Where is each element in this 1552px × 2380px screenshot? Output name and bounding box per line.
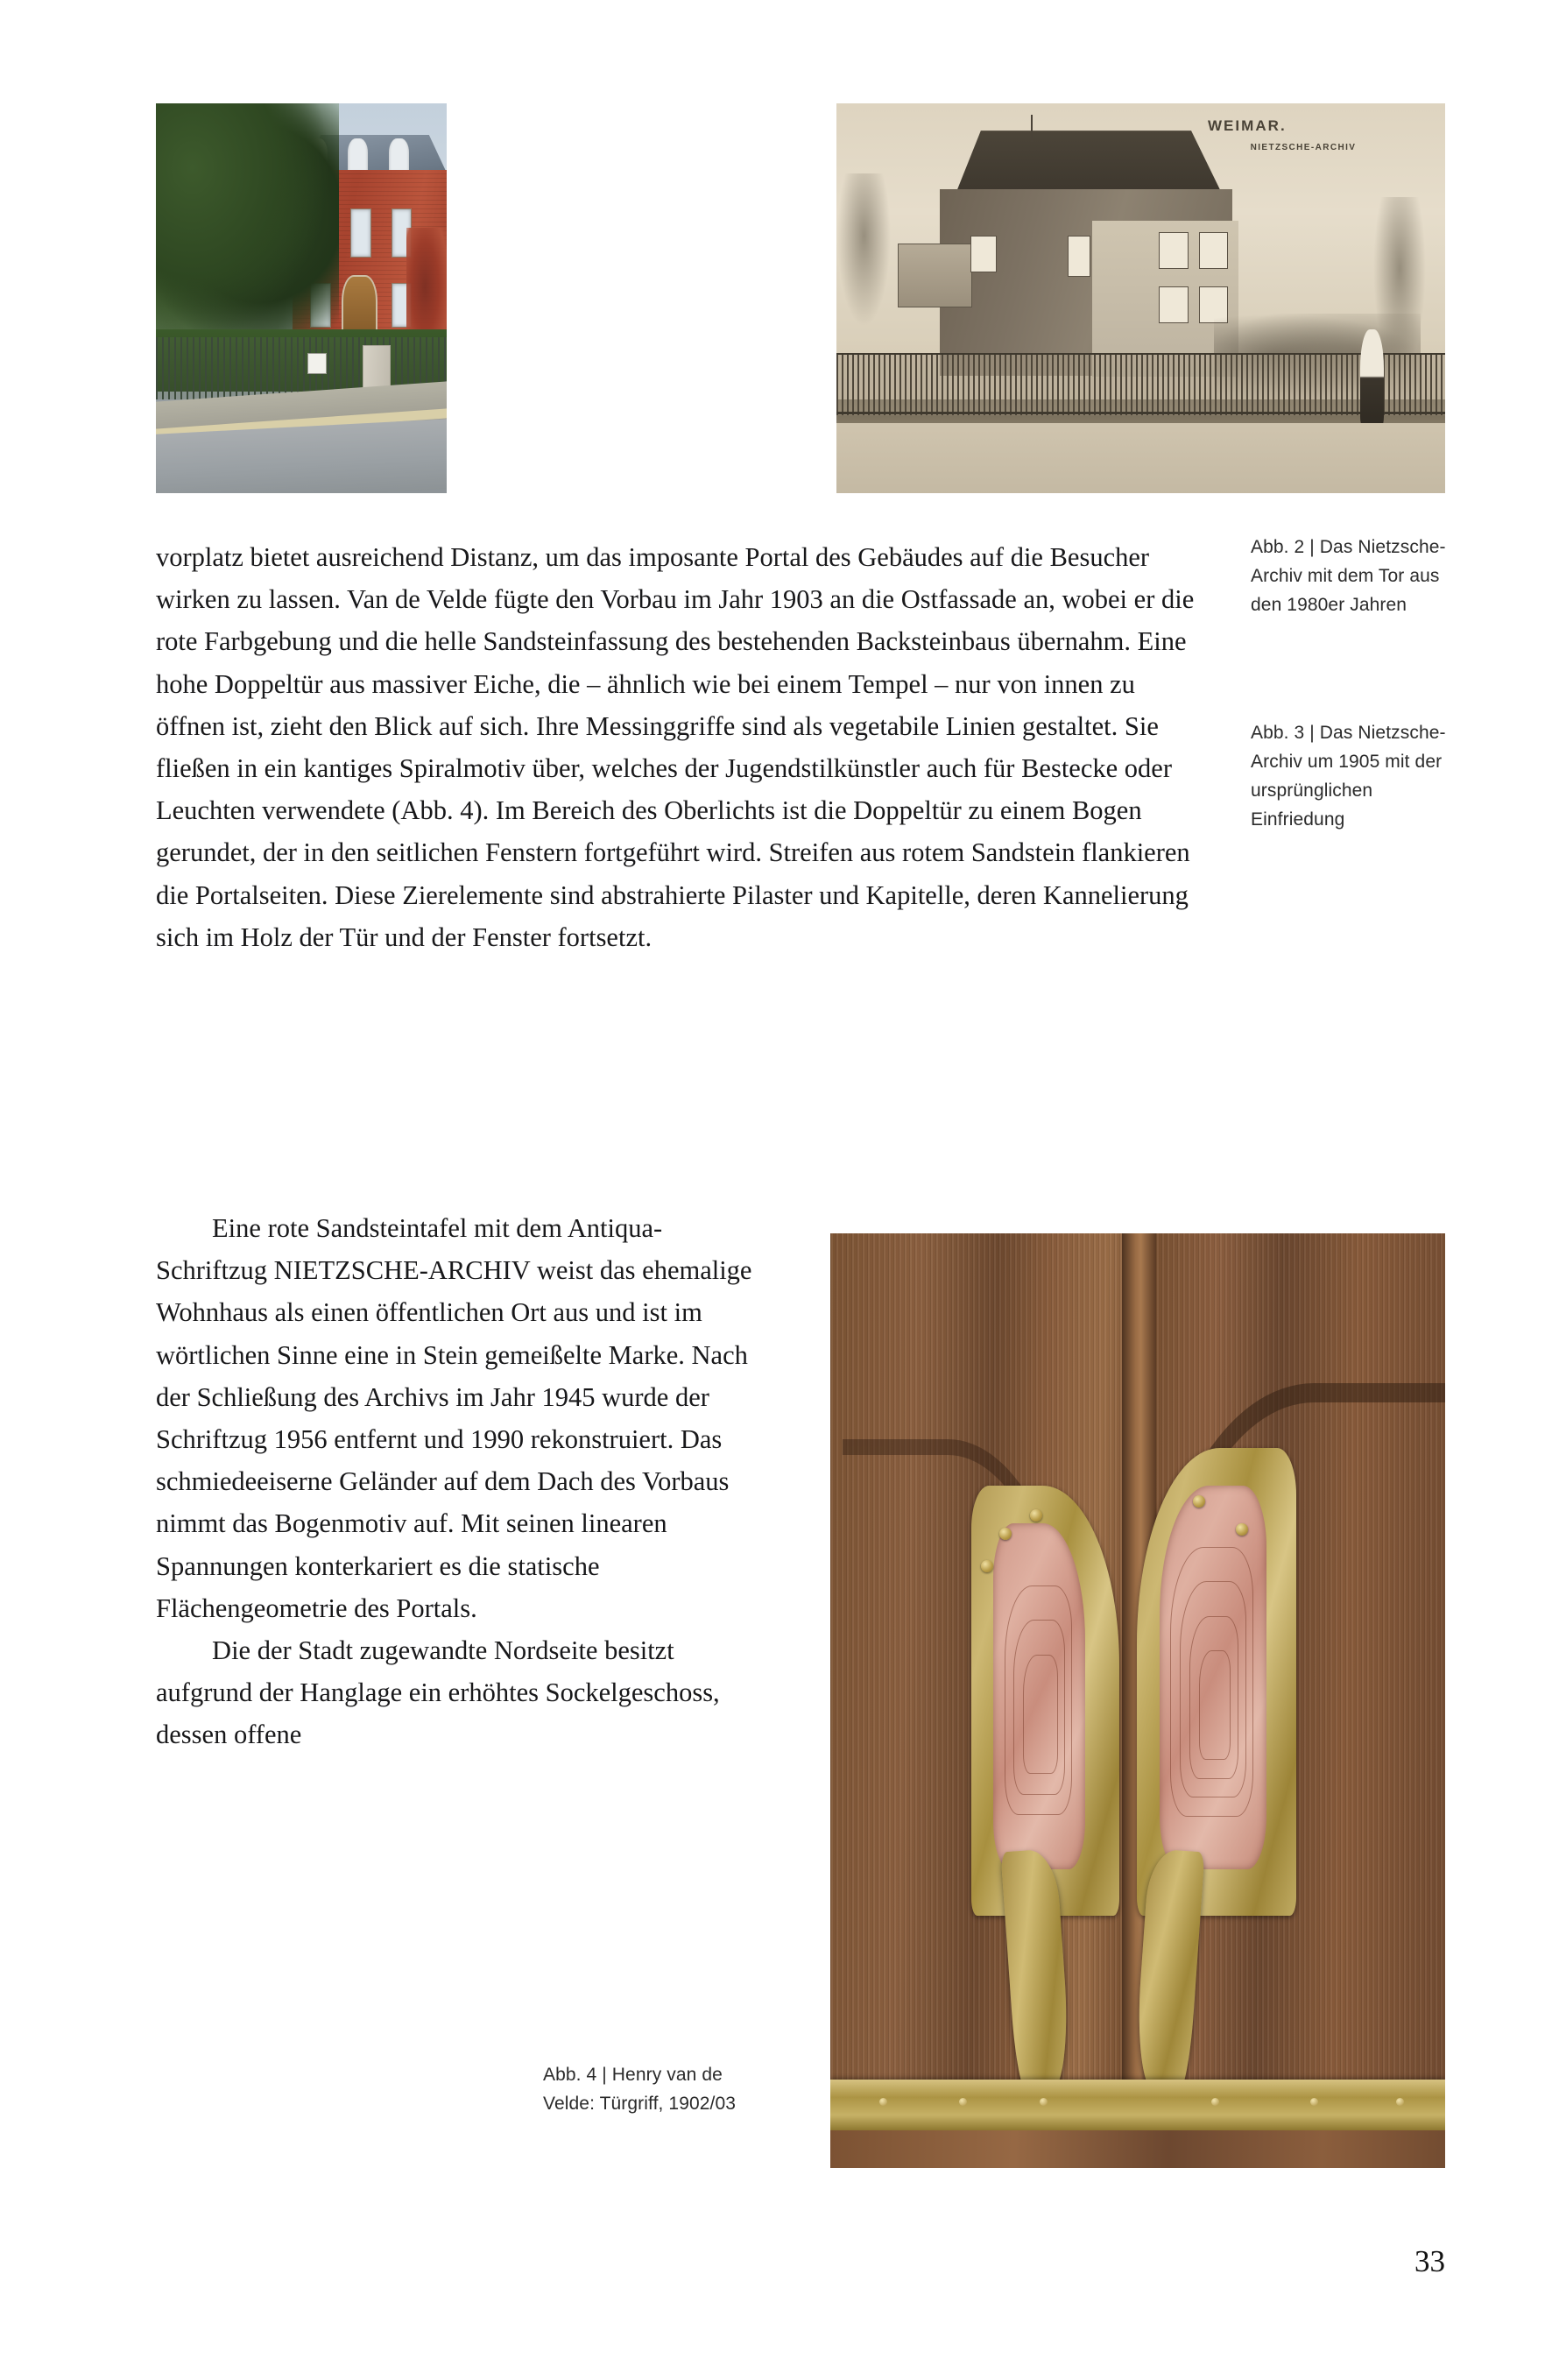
rail-stud xyxy=(1396,2098,1404,2106)
facade-window xyxy=(350,208,371,257)
body-text-column-wide xyxy=(156,536,1205,958)
page-number: 33 xyxy=(1414,2244,1445,2278)
figure-image-abb4 xyxy=(830,1233,1445,2168)
fence-rail-bottom xyxy=(836,412,1445,414)
body-text-column-narrow xyxy=(156,1207,762,1756)
brass-kick-rail xyxy=(830,2080,1445,2131)
postcard-city-label: WEIMAR. xyxy=(1207,117,1287,134)
brass-screw xyxy=(1193,1495,1205,1508)
pedestrian-figure xyxy=(1360,329,1385,427)
paragraph-continuation: vorplatz bietet ausreichend Distanz, um das imposante Portal des Gebäudes auf die Besucher wirken zu lassen. Van de Velde fügte den Vorbau im Jahr 1903 an die Ostfassade an, wobei er die rote Farbgebung und die helle Sandsteinfassung des bestehenden Backsteinbaus übernahm. Eine hohe Doppeltür aus massiver Eiche, die – ähnlich wie bei einem Tempel – nur von innen zu öffnen ist, zieht den Blick auf sich. Ihre Messinggriffe sind als vegetabile Linien gestaltet. Sie fließen in ein kantiges Spiralmotiv über, welches der Jugendstilkünstler auch für Bestecke oder Leuchten verwendete (Abb. 4). Im Bereich des Oberlichts ist die Doppeltür zu einem Bogen gerundet, der in den seitlichen Fenstern fortgeführt wird. Streifen aus rotem Sandstein flankieren die Portalseiten. Diese Zierelemente sind abstrahierte Pilaster und Kapitelle, deren Kannelierung sich im Holz der Tür und der Fenster fortsetzt. xyxy=(156,542,1195,952)
brass-screw xyxy=(1236,1523,1248,1536)
caption-text: Abb. 3 | Das Nietzsche-Archiv um 1905 mit der ursprünglichen Einfriedung xyxy=(1251,723,1446,830)
inlay-line xyxy=(1199,1650,1231,1759)
dormer-window xyxy=(348,138,368,173)
veranda xyxy=(898,244,972,307)
paragraph-nordseite: Die der Stadt zugewandte Nordseite besitzt aufgrund der Hanglage ein erhöhtes Sockelgeschoss, dessen offene xyxy=(156,1635,720,1750)
facade-window xyxy=(1159,232,1188,269)
gate-sign xyxy=(307,353,327,374)
rail-stud xyxy=(1040,2098,1048,2106)
figure-image-abb3 xyxy=(836,103,1445,493)
foreground-tree xyxy=(156,103,339,353)
facade-window xyxy=(1159,286,1188,323)
roof-spire xyxy=(1031,115,1033,142)
postcard-subtitle-label: NIETZSCHE-ARCHIV xyxy=(1250,142,1357,152)
dormer-window xyxy=(389,138,409,173)
facade-window xyxy=(970,236,997,272)
facade-window xyxy=(1068,236,1090,277)
figure-caption-abb2 xyxy=(1251,533,1470,619)
bare-tree xyxy=(836,173,892,329)
figure-image-abb2 xyxy=(156,103,447,493)
road-region xyxy=(836,423,1445,493)
copper-inlay-right xyxy=(1160,1486,1267,1868)
figure-caption-abb3 xyxy=(1251,718,1470,834)
door-lower-panel xyxy=(830,2130,1445,2168)
fence-rail-top xyxy=(836,353,1445,355)
facade-window xyxy=(1199,232,1228,269)
caption-text: Abb. 4 | Henry van de Velde: Türgriff, 1902/03 xyxy=(543,2065,737,2114)
figure-caption-abb4 xyxy=(543,2060,771,2118)
paragraph-sandsteintafel: Eine rote Sandsteintafel mit dem Antiqua-Schriftzug NIETZSCHE-ARCHIV weist das ehemalige Wohnhaus als einen öffentlichen Ort aus und ist im wörtlichen Sinne eine in Stein gemeißelte Marke. Nach der Schließung des Archivs im Jahr 1945 wurde der Schriftzug 1956 entfernt und 1990 rekonstruiert. Das schmiedeeiserne Geländer auf dem Dach des Vorbaus nimmt das Bogenmotiv auf. Mit seinen linearen Spannungen konterkariert es die statische Flächengeometrie des Portals. xyxy=(156,1213,752,1623)
caption-text: Abb. 2 | Das Nietzsche-Archiv mit dem Tor aus den 1980er Jahren xyxy=(1251,537,1446,615)
rail-stud xyxy=(1310,2098,1318,2106)
brass-screw xyxy=(1030,1509,1042,1522)
inlay-line xyxy=(1023,1655,1058,1774)
wooden-fence xyxy=(836,353,1445,415)
copper-inlay-left xyxy=(993,1523,1085,1869)
